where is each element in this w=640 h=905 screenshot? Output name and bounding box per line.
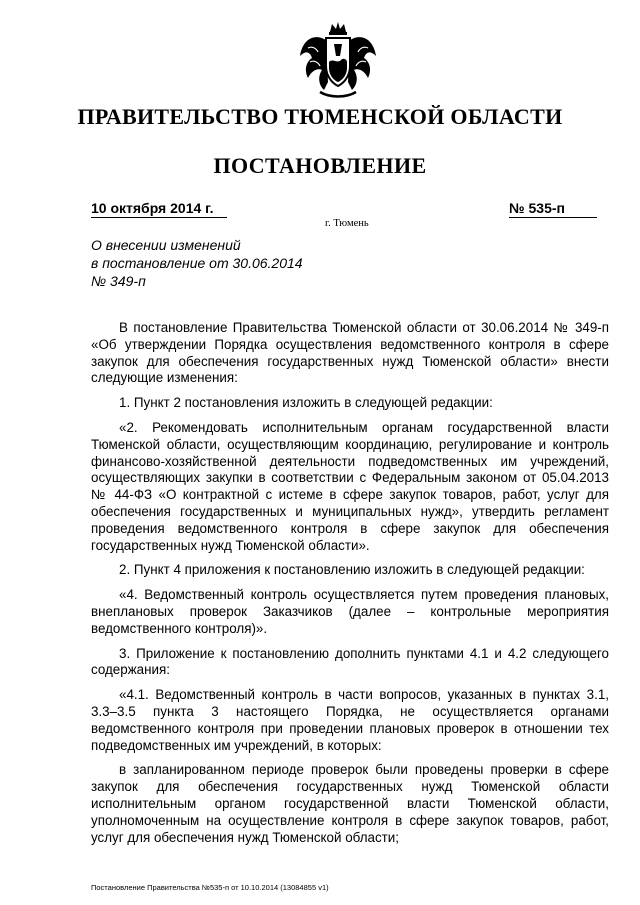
subject-line: в постановление от 30.06.2014 <box>91 255 303 271</box>
body-paragraph: «4. Ведомственный контроль осуществляется путем проведения плановых, внеплановых проверок Заказчиков (далее – контрольные мероприятия ведомственного контроля)». <box>91 587 609 636</box>
document-number: № 535-п <box>509 200 597 218</box>
body-paragraph: «4.1. Ведомственный контроль в части вопросов, указанных в пунктах 3.1, 3.3–3.5 пункта 3 настоящего Порядка, не осуществляется органами ведомственного контроля при проведении плановых проверок в отношении тех подведомственных им учреждений, в которых: <box>91 687 609 753</box>
document-date: 10 октября 2014 г. <box>91 200 227 218</box>
body-paragraph: в запланированном периоде проверок были проведены проверки в сфере закупок для обеспечения государственных нужд Тюменской области исполнительным органом государственной власти Тюменской области, уполномоченным на осуществление контроля в сфере закупок товаров, работ, услуг для обеспечения нужд Тюменской области; <box>91 762 609 845</box>
document-body <box>91 320 609 854</box>
body-paragraph: 2. Пункт 4 приложения к постановлению изложить в следующей редакции: <box>119 562 585 578</box>
document-type-heading: ПОСТАНОВЛЕНИЕ <box>213 153 427 178</box>
document-subject <box>91 236 351 290</box>
body-paragraph: 1. Пункт 2 постановления изложить в следующей редакции: <box>119 395 493 411</box>
page-footer: Постановление Правительства №535-п от 10.10.2014 (13084855 v1) <box>91 883 329 892</box>
coat-of-arms-icon <box>296 22 380 100</box>
body-paragraph: В постановление Правительства Тюменской области от 30.06.2014 № 349-п «Об утверждении Порядка осуществления ведомственного контроля в сфере закупок для обеспечения государственных нужд Тюменской области» внести следующие изменения: <box>91 320 609 386</box>
body-paragraph: 3. Приложение к постановлению дополнить пунктами 4.1 и 4.2 следующего содержания: <box>91 645 609 678</box>
subject-line: О внесении изменений <box>91 237 241 253</box>
subject-line: № 349-п <box>91 273 146 289</box>
document-city: г. Тюмень <box>325 218 369 229</box>
body-paragraph: «2. Рекомендовать исполнительным органам государственной власти Тюменской области, осуществляющим координацию, регулирование и контроль финансово-хозяйственной деятельности подведомственных им учреждений, осуществляющих закупки в соответствии с Федеральным законом от 05.04.2013 № 44-ФЗ «О контрактной с истеме в сфере закупок товаров, работ, услуг для обеспечения государственных и муниципальных нужд», утвердить регламент проведения ведомственного контроля в сфере закупок для обеспечения государственных нужд Тюменской области». <box>91 419 609 553</box>
government-title: ПРАВИТЕЛЬСТВО ТЮМЕНСКОЙ ОБЛАСТИ <box>77 104 563 129</box>
